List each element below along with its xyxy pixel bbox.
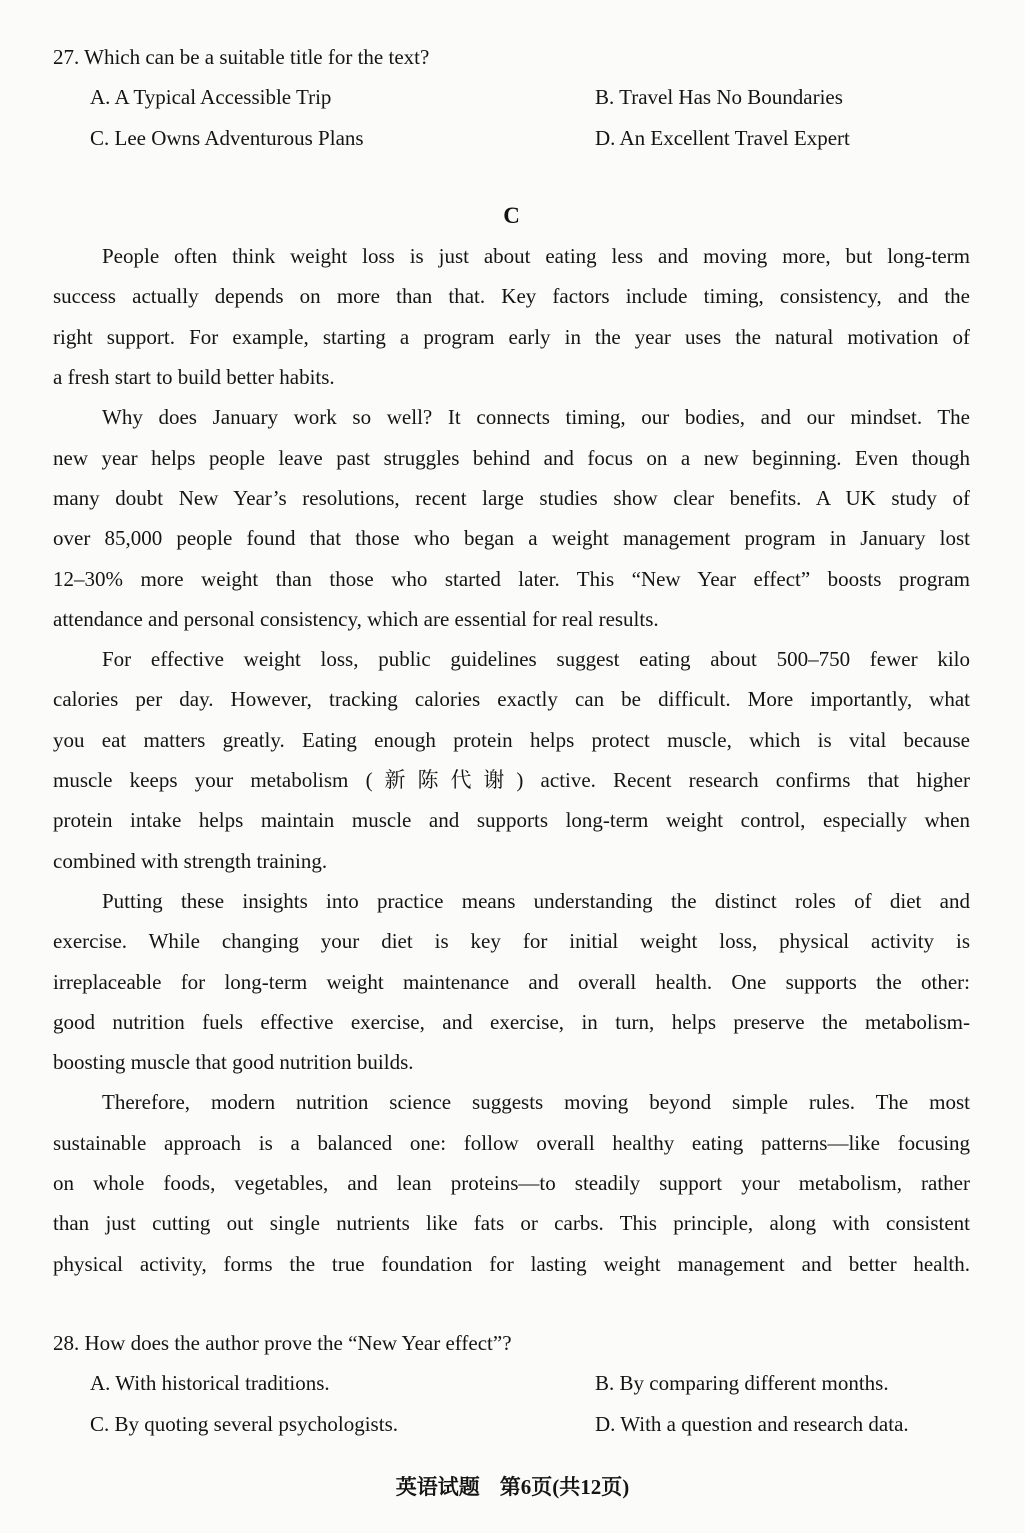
- section-heading: C: [503, 202, 520, 228]
- paragraph: [53, 881, 970, 1082]
- paragraph-line: Therefore, modern nutrition science suggests moving beyond simple rules. The most: [102, 1090, 970, 1115]
- footer-subject: 英语试题: [395, 1475, 480, 1499]
- paragraph-line: over 85,000 people found that those who began a weight management program in January lost: [53, 526, 970, 551]
- paragraph-line: a fresh start to build better habits.: [53, 365, 335, 390]
- paragraph-line: success actually depends on more than that. Key factors include timing, consistency, and the: [53, 284, 970, 309]
- paragraph-line: calories per day. However, tracking calories exactly can be difficult. More importantly, what: [53, 687, 970, 712]
- question-27: [53, 37, 970, 158]
- question-28-option-d: D. With a question and research data.: [595, 1411, 909, 1436]
- paragraph-line: muscle keeps your metabolism (新陈代谢) active. Recent research confirms that higher: [53, 768, 970, 793]
- paragraph: [53, 1082, 970, 1283]
- paragraph-line: good nutrition fuels effective exercise, and exercise, in turn, helps preserve the metabolism-: [53, 1009, 970, 1034]
- paragraph-line: Why does January work so well? It connects timing, our bodies, and our mindset. The: [102, 405, 970, 430]
- paragraph: [53, 639, 970, 881]
- exam-page: [53, 37, 970, 1444]
- paragraph-line: People often think weight loss is just about eating less and moving more, but long-term: [102, 244, 970, 269]
- paragraph-line: Putting these insights into practice means understanding the distinct roles of diet and: [102, 888, 970, 913]
- passage: [53, 236, 970, 1284]
- paragraph-line: For effective weight loss, public guidelines suggest eating about 500–750 fewer kilo: [102, 647, 970, 672]
- paragraph: [53, 236, 970, 397]
- footer-page-number: 第6页(共12页): [499, 1475, 630, 1499]
- question-28: [53, 1323, 970, 1444]
- question-28-stem: 28. How does the author prove the “New Year effect”?: [53, 1330, 512, 1355]
- question-27-option-c: C. Lee Owns Adventurous Plans: [90, 125, 364, 150]
- paragraph-line: physical activity, forms the true foundation for lasting weight management and better health.: [53, 1251, 970, 1276]
- paragraph-line: irreplaceable for long-term weight maintenance and overall health. One supports the other:: [53, 969, 970, 994]
- question-28-option-b: B. By comparing different months.: [595, 1371, 889, 1396]
- paragraph-line: 12–30% more weight than those who started later. This “New Year effect” boosts program: [53, 566, 970, 591]
- paragraph-line: you eat matters greatly. Eating enough protein helps protect muscle, which is vital because: [53, 727, 970, 752]
- question-27-stem: 27. Which can be a suitable title for the text?: [53, 45, 430, 69]
- question-27-option-d: D. An Excellent Travel Expert: [595, 125, 850, 150]
- paragraph-line: protein intake helps maintain muscle and supports long-term weight control, especially when: [53, 808, 970, 833]
- paragraph-line: sustainable approach is a balanced one: follow overall healthy eating patterns—like focusing: [53, 1130, 970, 1155]
- paragraph-line: many doubt New Year’s resolutions, recent large studies show clear benefits. A UK study of: [53, 485, 970, 510]
- paragraph: [53, 397, 970, 639]
- paragraph-line: combined with strength training.: [53, 848, 328, 873]
- paragraph-line: boosting muscle that good nutrition builds.: [53, 1050, 414, 1075]
- question-28-option-c: C. By quoting several psychologists.: [90, 1411, 398, 1436]
- paragraph-line: new year helps people leave past struggles behind and focus on a new beginning. Even though: [53, 445, 970, 470]
- question-27-option-a: A. A Typical Accessible Trip: [90, 85, 332, 110]
- paragraph-line: than just cutting out single nutrients like fats or carbs. This principle, along with consistent: [53, 1211, 970, 1236]
- paragraph-line: right support. For example, starting a program early in the year uses the natural motivation of: [53, 324, 970, 349]
- paragraph-line: on whole foods, vegetables, and lean proteins—to steadily support your metabolism, rather: [53, 1171, 970, 1196]
- question-28-option-a: A. With historical traditions.: [90, 1371, 330, 1396]
- question-27-option-b: B. Travel Has No Boundaries: [595, 85, 843, 110]
- paragraph-line: exercise. While changing your diet is key for initial weight loss, physical activity is: [53, 929, 970, 954]
- paragraph-line: attendance and personal consistency, which are essential for real results.: [53, 606, 659, 631]
- page-footer: [0, 1472, 1025, 1502]
